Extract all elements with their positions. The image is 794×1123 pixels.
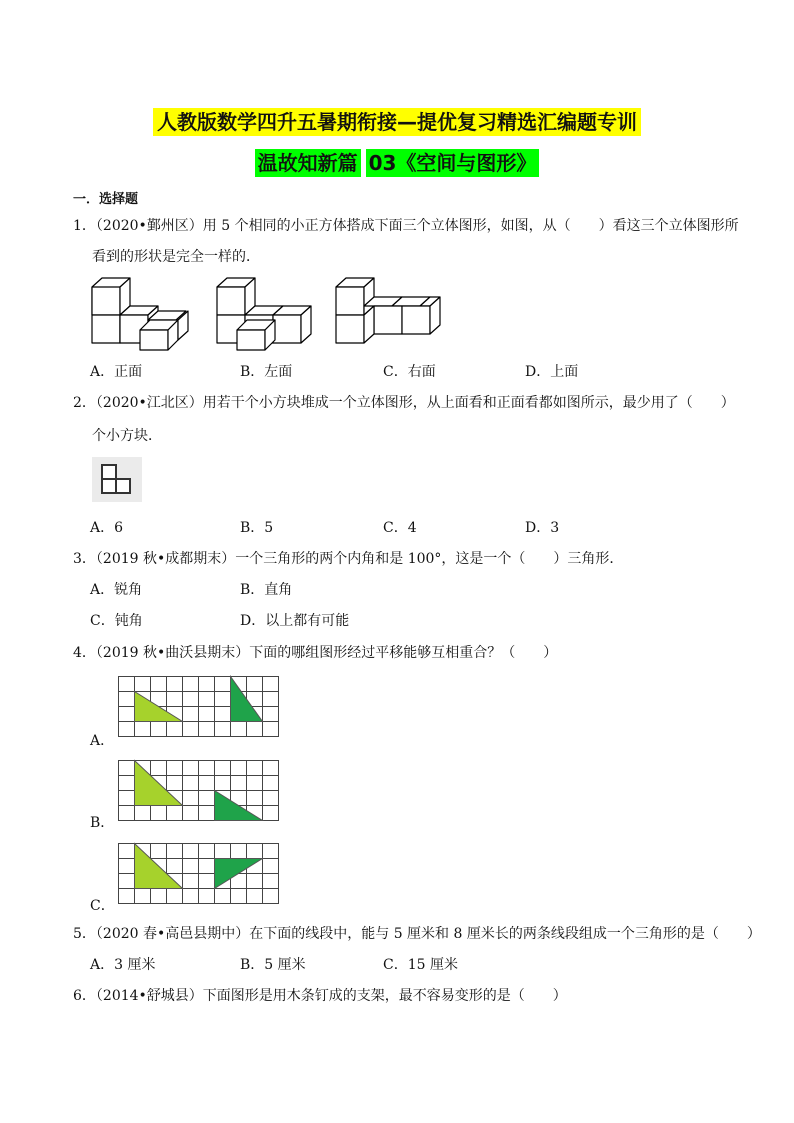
subtitle-part-1: 温故知新篇 [255,149,361,177]
q1-option-d[interactable]: D．上面 [525,364,579,380]
title-line-1: 人教版数学四升五暑期衔接—提优复习精选汇编题专训 [153,108,641,136]
q5-option-a[interactable]: A．3 厘米 [90,957,156,973]
section-heading: 一．选择题 [73,192,139,207]
question-6-text: 6．（2014•舒城县）下面图形是用木条钉成的支架，最不容易变形的是（ ） [73,988,567,1004]
question-1-text-cont: 看到的形状是完全一样的． [92,249,260,265]
q1-option-a[interactable]: A．正面 [90,364,143,380]
q1-option-c[interactable]: C．右面 [383,364,436,380]
question-2-view-figure [92,457,142,502]
q4-option-a[interactable]: A． [90,733,115,749]
q3-option-a[interactable]: A．锐角 [90,582,143,598]
q4-grid-b [118,760,280,821]
question-3-text: 3．（2019 秋•成都期末）一个三角形的两个内角和是 100°，这是一个（ ）三角形． [73,551,624,567]
q3-option-b[interactable]: B．直角 [240,582,293,598]
q4-option-c[interactable]: C． [90,898,115,914]
q5-option-c[interactable]: C．15 厘米 [383,957,458,973]
q4b-light-triangle [135,761,183,806]
q1-option-b[interactable]: B．左面 [240,364,293,380]
q4c-light-triangle [135,844,183,889]
subtitle-part-2: 03《空间与图形》 [366,149,540,177]
q4-option-b[interactable]: B． [90,815,115,831]
question-5-text: 5．（2020 春•高邑县期中）在下面的线段中，能与 5 厘米和 8 厘米长的两条线段组成一个三角形的是（ ） [73,926,761,942]
q4-grid-a [118,676,280,737]
q2-option-b[interactable]: B．5 [240,520,274,536]
q5-option-b[interactable]: B．5 厘米 [240,957,306,973]
q3-option-d[interactable]: D．以上都有可能 [240,613,350,629]
question-2-text-cont: 个小方块． [92,428,162,444]
q4-grid-c [118,843,280,904]
q2-option-c[interactable]: C．4 [383,520,417,536]
question-4-text: 4．（2019 秋•曲沃县期末）下面的哪组图形经过平移能够互相重合？（ ） [73,645,558,661]
question-2-text: 2．（2020•江北区）用若干个小方块堆成一个立体图形，从上面看和正面看都如图所示，最少用了（ ） [73,395,735,411]
q2-option-a[interactable]: A．6 [90,520,124,536]
question-1-text: 1．（2020•鄞州区）用 5 个相同的小正方体搭成下面三个立体图形，如图，从（ ）看这三个立体图形所 [73,218,739,234]
q2-option-d[interactable]: D．3 [525,520,560,536]
q3-option-c[interactable]: C．钝角 [90,613,143,629]
